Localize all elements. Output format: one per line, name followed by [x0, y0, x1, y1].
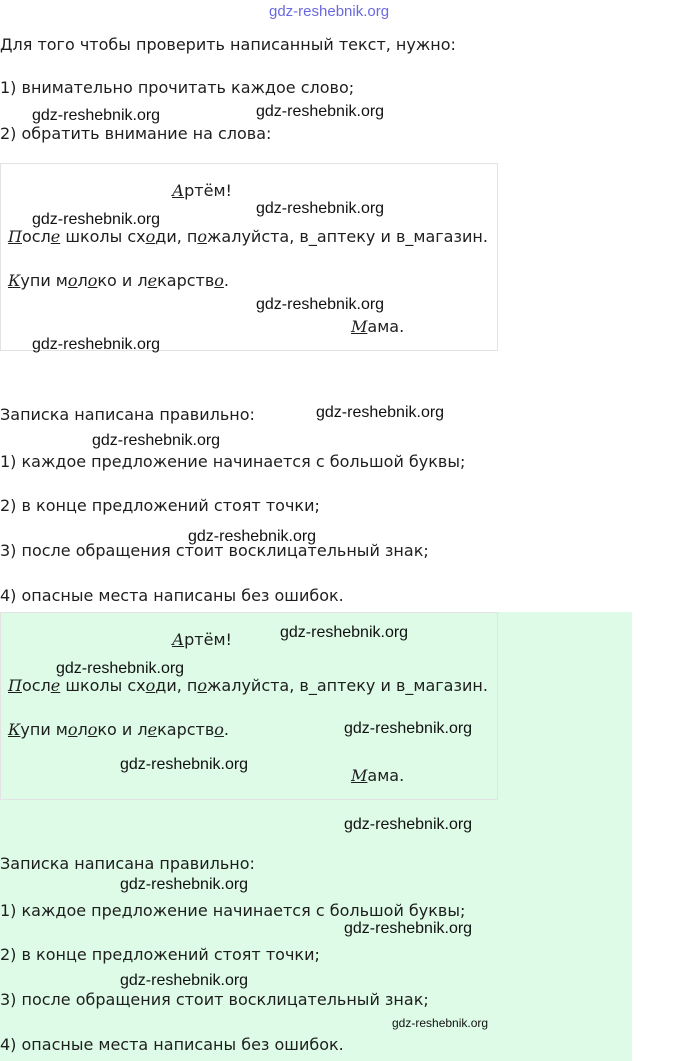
watermark: gdz-reshebnik.org: [92, 432, 221, 449]
summary-item-1: 1) каждое предложение начинается с большой буквы;: [0, 901, 466, 920]
watermark: gdz-reshebnik.org: [188, 528, 317, 545]
intro-text: Для того чтобы проверить написанный текст, нужно:: [0, 35, 456, 54]
summary-item-3: 3) после обращения стоит восклицательный знак;: [0, 990, 429, 1009]
step-2: 2) обратить внимание на слова:: [0, 124, 272, 143]
watermark: gdz-reshebnik.org: [120, 876, 249, 893]
watermark: gdz-reshebnik.org: [32, 336, 161, 353]
note-signature: Мама.: [351, 766, 405, 785]
watermark: gdz-reshebnik.org: [120, 972, 249, 989]
note-line-1: После школы сходи, пожалуйста, в_аптеку и в_магазин.: [8, 676, 488, 695]
summary-heading: Записка написана правильно:: [0, 405, 255, 424]
note-signature: Мама.: [351, 317, 405, 336]
step-1: 1) внимательно прочитать каждое слово;: [0, 78, 355, 97]
note-box-repeat: [0, 612, 498, 800]
watermark: gdz-reshebnik.org: [344, 816, 473, 833]
summary-item-2: 2) в конце предложений стоят точки;: [0, 496, 320, 515]
summary-item-3: 3) после обращения стоит восклицательный знак;: [0, 541, 429, 560]
watermark: gdz-reshebnik.org: [280, 624, 409, 641]
summary-item-4: 4) опасные места написаны без ошибок.: [0, 1035, 344, 1054]
watermark: gdz-reshebnik.org: [256, 200, 385, 217]
watermark: gdz-reshebnik.org: [316, 404, 445, 421]
note-greeting: Артём!: [172, 630, 232, 649]
watermark: gdz-reshebnik.org: [56, 660, 185, 677]
watermark: gdz-reshebnik.org: [256, 296, 385, 313]
note-line-2: Купи молоко и лекарство.: [8, 271, 230, 290]
note-line-2: Купи молоко и лекарство.: [8, 720, 230, 739]
note-box-original: [0, 163, 498, 351]
watermark: gdz-reshebnik.org: [344, 720, 473, 737]
watermark-top: gdz-reshebnik.org: [269, 3, 390, 20]
summary-item-2: 2) в конце предложений стоят точки;: [0, 945, 320, 964]
note-greeting: Артём!: [172, 181, 232, 200]
summary-heading: Записка написана правильно:: [0, 854, 255, 873]
summary-item-4: 4) опасные места написаны без ошибок.: [0, 586, 344, 605]
watermark: gdz-reshebnik.org: [344, 920, 473, 937]
watermark: gdz-reshebnik.org: [32, 211, 161, 228]
note-line-1: После школы сходи, пожалуйста, в_аптеку и в_магазин.: [8, 227, 488, 246]
summary-item-1: 1) каждое предложение начинается с большой буквы;: [0, 452, 466, 471]
watermark-small: gdz-reshebnik.org: [392, 1016, 489, 1030]
watermark: gdz-reshebnik.org: [256, 103, 385, 120]
watermark: gdz-reshebnik.org: [120, 756, 249, 773]
watermark: gdz-reshebnik.org: [32, 107, 161, 124]
